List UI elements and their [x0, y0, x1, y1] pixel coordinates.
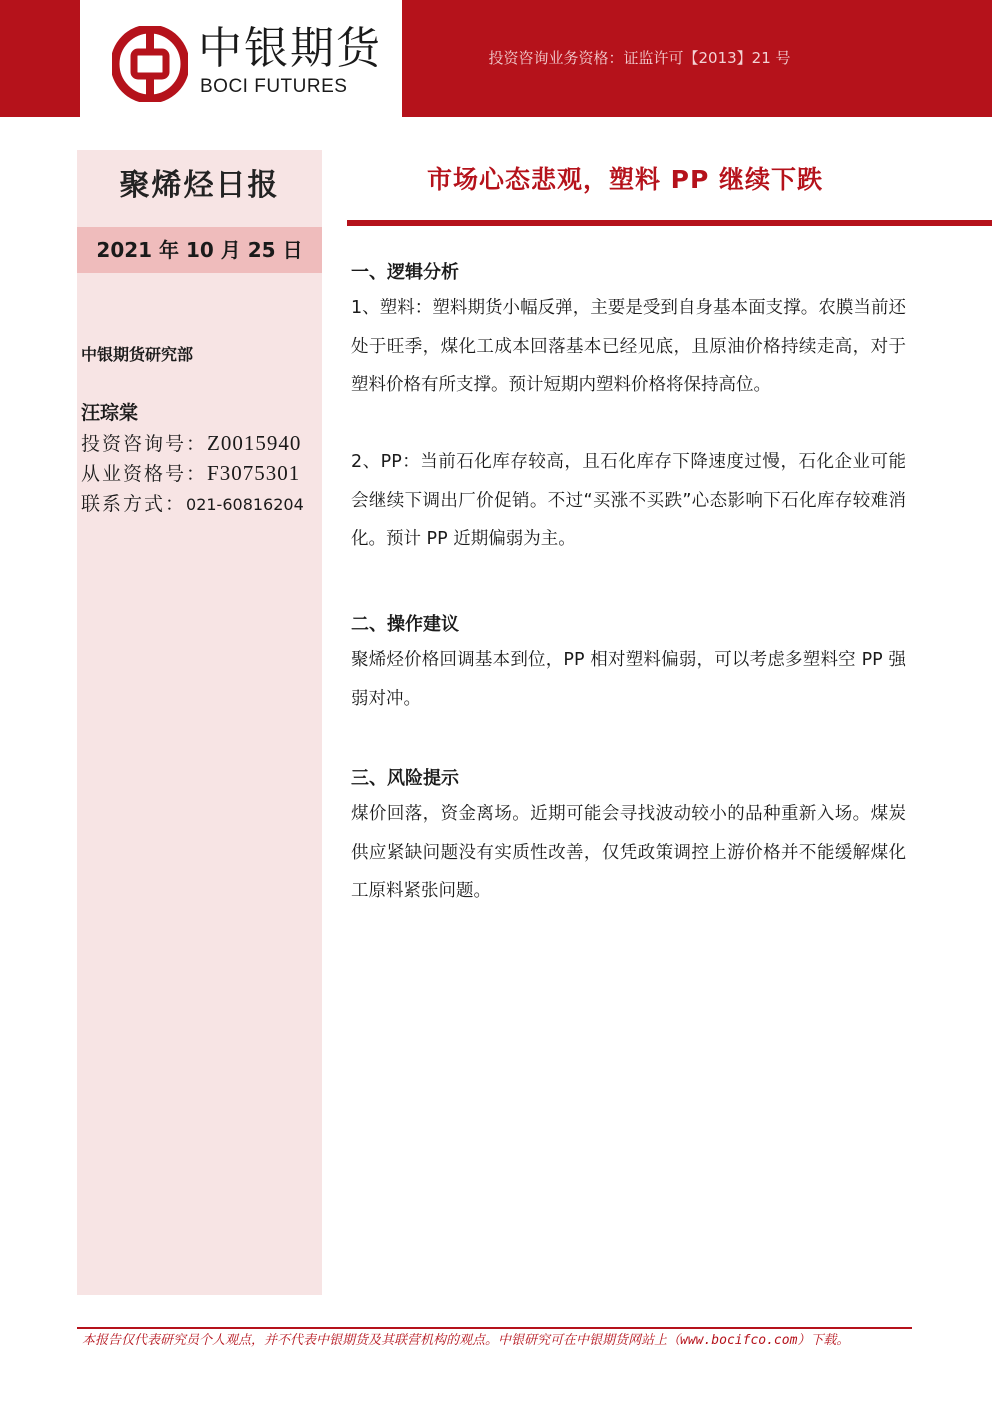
qualification-text: 投资咨询业务资格：证监许可【2013】21 号 [488, 49, 791, 67]
footer-divider [77, 1327, 912, 1329]
section-title-strategy: 二、操作建议 [351, 614, 459, 635]
section-title-logic: 一、逻辑分析 [351, 262, 459, 283]
consult-label: 投资咨询号： [81, 433, 208, 455]
contact-info [81, 489, 304, 516]
qualification-wrapper [0, 47, 992, 68]
consult-number [81, 429, 301, 456]
logo-text-en: BOCI FUTURES [200, 76, 348, 97]
paragraph-risk: 煤价回落，资金离场。近期可能会寻找波动较小的品种重新入场。煤炭供应紧缺问题没有实质性改善，仅凭政策调控上游价格并不能缓解煤化工原料紧张问题。 [351, 804, 906, 901]
report-date: 2021 年 10 月 25 日 [96, 238, 303, 262]
section-title-risk: 三、风险提示 [351, 768, 459, 789]
headline: 市场心态悲观，塑料 PP 继续下跌 [426, 165, 824, 194]
date-box [77, 227, 322, 273]
sidebar [77, 150, 322, 1295]
paragraph-pp: 2、PP：当前石化库存较高，且石化库存下降速度过慢，石化企业可能会继续下调出厂价促销。不过“买涨不买跌”心态影响下石化库存较难消化。预计 PP 近期偏弱为主。 [351, 452, 906, 549]
paragraph-strategy: 聚烯烃价格回调基本到位，PP 相对塑料偏弱，可以考虑多塑料空 PP 强弱对冲。 [351, 650, 906, 709]
license-value: F3075301 [207, 461, 301, 485]
license-number [81, 459, 300, 486]
report-type: 聚烯烃日报 [119, 168, 280, 203]
disclaimer: 本报告仅代表研究员个人观点，并不代表中银期货及其联营机构的观点。中银研究可在中银期货网站上（www.bocifco.com）下载。 [82, 1333, 850, 1348]
paragraph-plastic: 1、塑料：塑料期货小幅反弹，主要是受到自身基本面支撑。农膜当前还处于旺季，煤化工成本回落基本已经见底，且原油价格持续走高，对于塑料价格有所支撑。预计短期内塑料价格将保持高位。 [351, 298, 906, 395]
headline-divider [347, 220, 992, 226]
consult-value: Z0015940 [207, 431, 302, 455]
contact-value: 021-60816204 [186, 495, 304, 514]
department: 中银期货研究部 [81, 345, 194, 364]
logo-text-cn: 中银期货 [198, 23, 382, 74]
analyst-name: 汪琮棠 [81, 402, 139, 424]
license-label: 从业资格号： [81, 463, 208, 485]
contact-label: 联系方式： [81, 493, 187, 515]
